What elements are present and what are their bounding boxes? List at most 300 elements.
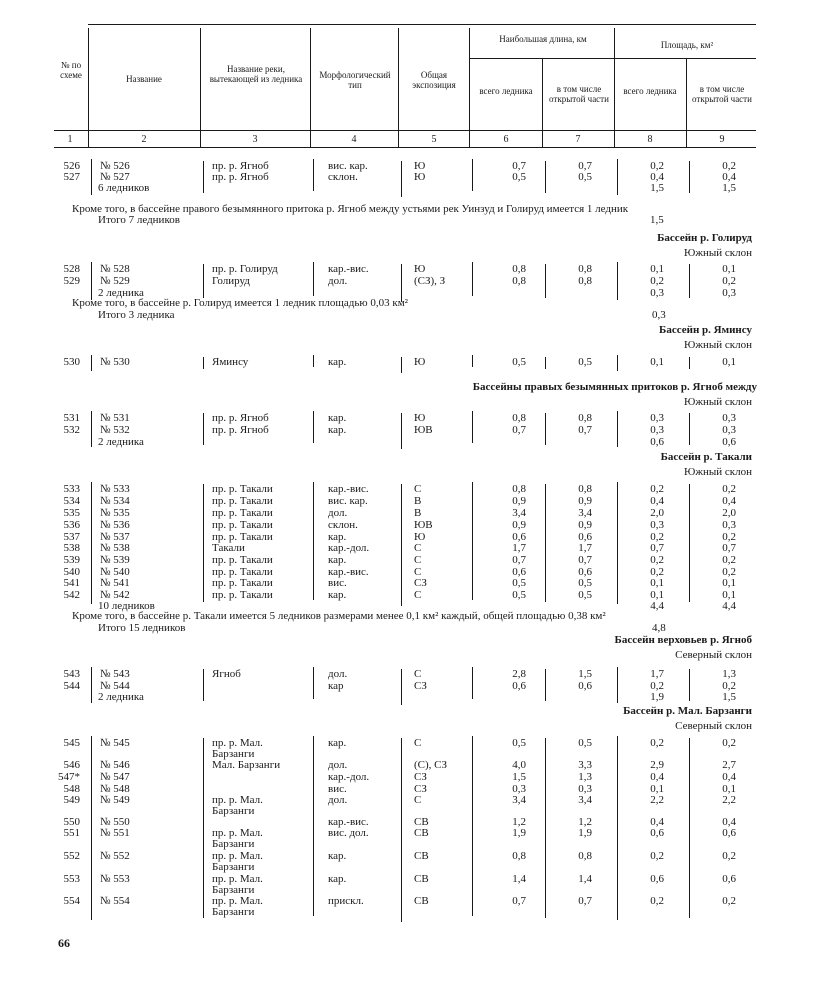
column-number: 2 (141, 134, 147, 145)
river-name: Голируд (212, 275, 250, 287)
length-total: 1,7 (512, 542, 526, 554)
row-number: 553 (63, 873, 80, 885)
area-open: 1,3 (722, 668, 736, 680)
exposition: СВ (414, 895, 429, 907)
column-tick (472, 262, 473, 296)
exposition: СЗ (414, 680, 427, 692)
column-tick (472, 667, 473, 699)
area-total: 0,2 (650, 680, 664, 692)
morph-type: вис. кар. (328, 160, 368, 172)
section-yaminsu: Бассейн р. Яминсу (659, 324, 752, 336)
morph-type: вис. кар. (328, 495, 368, 507)
column-tick (313, 355, 314, 367)
length-total: 0,3 (512, 783, 526, 795)
glacier-name: № 549 (100, 794, 130, 806)
area-total: 0,1 (650, 783, 664, 795)
length-open: 0,7 (578, 424, 592, 436)
column-tick (203, 161, 204, 193)
header-divider (469, 28, 470, 147)
glacier-name: № 543 (100, 668, 130, 680)
length-total: 3,4 (512, 794, 526, 806)
row-number: 539 (63, 554, 80, 566)
length-open: 0,6 (578, 566, 592, 578)
length-open: 0,5 (578, 737, 592, 749)
area-open: 1,5 (722, 691, 736, 703)
row-number: 548 (63, 783, 80, 795)
column-tick (545, 264, 546, 298)
river-name: пр. р. Такали (212, 519, 273, 531)
area-open: 0,6 (722, 873, 736, 885)
area-total: 0,2 (650, 275, 664, 287)
header-bottom-rule (54, 147, 756, 148)
area-open: 0,3 (722, 424, 736, 436)
exposition: С (414, 483, 422, 495)
length-open: 1,2 (578, 816, 592, 828)
length-total: 3,4 (512, 507, 526, 519)
column-number: 9 (719, 134, 725, 145)
total-yagnob: Итого 7 ледников (98, 214, 180, 226)
area-open: 4,4 (722, 600, 736, 612)
length-open: 0,5 (578, 171, 592, 183)
slope-yaminsu: Южный склон (683, 339, 752, 351)
length-total: 2,8 (512, 668, 526, 680)
column-tick (203, 413, 204, 445)
column-tick (617, 159, 618, 195)
river-name: пр. р. Такали (212, 554, 273, 566)
glacier-name: № 538 (100, 542, 130, 554)
glacier-name: № 546 (100, 759, 130, 771)
header-length-total: всего ледника (479, 86, 533, 96)
header-divider (398, 28, 399, 147)
length-total: 0,6 (512, 566, 526, 578)
exposition: ЮВ (414, 424, 433, 436)
section-upper-yagnob: Бассейн верховьев р. Ягноб (614, 634, 752, 646)
length-open: 0,8 (578, 275, 592, 287)
morph-type: кар.-вис. (328, 566, 369, 578)
length-total: 0,8 (512, 483, 526, 495)
area-total: 0,4 (650, 171, 664, 183)
area-total: 0,2 (650, 554, 664, 566)
area-open: 0,7 (722, 542, 736, 554)
area-open: 0,2 (722, 566, 736, 578)
row-number: 533 (63, 483, 80, 495)
length-open: 0,5 (578, 356, 592, 368)
header-name: Название (126, 74, 162, 84)
slope-right-tributaries: Южный склон (683, 396, 752, 408)
morph-type: вис. дол. (328, 827, 369, 839)
exposition: В (414, 495, 422, 507)
length-total: 0,8 (512, 412, 526, 424)
section-right-tributaries: Бассейны правых безымянных притоков р. Ягноб между (472, 381, 757, 393)
area-total: 2,2 (650, 794, 664, 806)
river-name: пр. р. Такали (212, 495, 273, 507)
note-golirud: Кроме того, в бассейне р. Голируд имеется 1 ледник площадью 0,03 км² (72, 297, 408, 309)
column-tick (91, 667, 92, 703)
area-open: 0,1 (722, 263, 736, 275)
header-area: Площадь, км² (660, 40, 714, 50)
slope-upper-yagnob: Северный склон (675, 649, 752, 661)
exposition: С (414, 566, 422, 578)
area-open: 0,4 (722, 171, 736, 183)
length-total: 0,7 (512, 424, 526, 436)
area-open: 0,1 (722, 577, 736, 589)
length-total: 0,5 (512, 589, 526, 601)
column-tick (617, 482, 618, 604)
exposition: Ю (414, 160, 426, 172)
morph-type: кар. (328, 412, 347, 424)
column-tick (91, 736, 92, 920)
area-total: 0,2 (650, 850, 664, 862)
exposition: С (414, 668, 422, 680)
total-takali: Итого 15 ледников (98, 622, 186, 634)
area-total: 0,1 (650, 263, 664, 275)
length-open: 0,9 (578, 495, 592, 507)
length-open: 0,6 (578, 531, 592, 543)
section-takali: Бассейн р. Такали (660, 451, 752, 463)
column-tick (401, 264, 402, 302)
column-tick (689, 669, 690, 701)
length-open: 0,8 (578, 483, 592, 495)
river-name: пр. р. Мал. Барзанги (212, 794, 263, 818)
glacier-name: № 550 (100, 816, 130, 828)
area-total: 4,4 (650, 600, 664, 612)
glacier-name: № 533 (100, 483, 130, 495)
column-tick (472, 736, 473, 916)
row-number: 530 (63, 356, 80, 368)
area-total: 0,3 (650, 287, 664, 299)
length-open: 3,4 (578, 794, 592, 806)
header-divider (542, 58, 543, 147)
morph-type: дол. (328, 668, 348, 680)
section-golirud: Бассейн р. Голируд (657, 232, 752, 244)
exposition: В (414, 507, 422, 519)
glacier-name: № 532 (100, 424, 130, 436)
area-open: 0,1 (722, 783, 736, 795)
length-open: 0,7 (578, 160, 592, 172)
morph-type: кар.-вис. (328, 816, 369, 828)
morph-type: дол. (328, 794, 348, 806)
length-open: 3,4 (578, 507, 592, 519)
length-total: 1,2 (512, 816, 526, 828)
section-mal-barzangi: Бассейн р. Мал. Барзанги (623, 705, 752, 717)
column-tick (545, 669, 546, 701)
area-total: 0,7 (650, 542, 664, 554)
morph-type: кар. (328, 737, 347, 749)
area-open: 0,2 (722, 737, 736, 749)
morph-type: дол. (328, 507, 348, 519)
header-max-length: Наибольшая длина, км (499, 34, 587, 44)
column-tick (689, 264, 690, 298)
header-group-rule (469, 58, 756, 59)
column-tick (689, 357, 690, 369)
river-name: Такали (212, 542, 245, 554)
column-tick (203, 669, 204, 701)
length-total: 0,5 (512, 356, 526, 368)
morph-type: прискл. (328, 895, 364, 907)
glacier-name: 2 ледника (98, 436, 144, 448)
slope-takali: Южный склон (683, 466, 752, 478)
length-open: 0,8 (578, 412, 592, 424)
exposition: С (414, 554, 422, 566)
length-open: 0,8 (578, 850, 592, 862)
exposition: СЗ (414, 771, 427, 783)
exposition: Ю (414, 263, 426, 275)
length-total: 0,5 (512, 577, 526, 589)
area-open: 0,2 (722, 531, 736, 543)
glacier-name: № 540 (100, 566, 130, 578)
area-total: 0,3 (650, 412, 664, 424)
area-total: 0,1 (650, 577, 664, 589)
area-total: 0,1 (650, 589, 664, 601)
row-number: 540 (63, 566, 80, 578)
glacier-name: № 554 (100, 895, 130, 907)
area-total: 2,9 (650, 759, 664, 771)
column-tick (203, 738, 204, 918)
row-number: 544 (63, 680, 80, 692)
column-tick (91, 411, 92, 447)
row-number: 550 (63, 816, 80, 828)
area-open: 2,2 (722, 794, 736, 806)
area-open: 0,2 (722, 895, 736, 907)
column-tick (689, 738, 690, 918)
river-name: пр. р. Такали (212, 483, 273, 495)
area-open: 0,2 (722, 483, 736, 495)
exposition: (СЗ), З (414, 275, 446, 287)
exposition: Ю (414, 531, 426, 543)
length-total: 0,7 (512, 895, 526, 907)
glacier-name: № 529 (100, 275, 130, 287)
length-open: 1,3 (578, 771, 592, 783)
column-tick (472, 482, 473, 600)
glacier-name: № 544 (100, 680, 130, 692)
header-morph-type: Морфологический тип (319, 70, 391, 90)
glacier-name: № 545 (100, 737, 130, 749)
morph-type: вис. (328, 577, 347, 589)
glacier-name: 2 ледника (98, 287, 144, 299)
length-open: 1,5 (578, 668, 592, 680)
column-tick (203, 357, 204, 369)
morph-type: дол. (328, 759, 348, 771)
length-total: 0,7 (512, 554, 526, 566)
column-number: 7 (575, 134, 581, 145)
column-number: 4 (351, 134, 357, 145)
area-total: 0,4 (650, 816, 664, 828)
column-tick (617, 411, 618, 447)
glacier-name: № 531 (100, 412, 130, 424)
row-number: 535 (63, 507, 80, 519)
area-open: 0,2 (722, 275, 736, 287)
area-total: 0,2 (650, 895, 664, 907)
column-tick (313, 159, 314, 191)
glacier-name: № 541 (100, 577, 130, 589)
row-number: 551 (63, 827, 80, 839)
page-number: 66 (58, 936, 70, 950)
river-name: пр. р. Такали (212, 589, 273, 601)
column-tick (689, 484, 690, 602)
column-tick (313, 411, 314, 443)
glacier-name: № 552 (100, 850, 130, 862)
exposition: Ю (414, 356, 426, 368)
column-tick (545, 413, 546, 445)
total-takali-area: 4,8 (652, 622, 666, 634)
area-open: 0,2 (722, 554, 736, 566)
area-total: 0,6 (650, 873, 664, 885)
glacier-name: № 530 (100, 356, 130, 368)
column-tick (91, 355, 92, 371)
total-golirud: Итого 3 ледника (98, 309, 175, 321)
area-total: 1,9 (650, 691, 664, 703)
area-open: 0,3 (722, 519, 736, 531)
area-total: 0,4 (650, 495, 664, 507)
row-number: 542 (63, 589, 80, 601)
row-number: 529 (63, 275, 80, 287)
total-yagnob-area: 1,5 (650, 214, 664, 226)
area-open: 2,0 (722, 507, 736, 519)
area-total: 0,3 (650, 519, 664, 531)
morph-type: кар.-дол. (328, 771, 370, 783)
morph-type: кар.-дол. (328, 542, 370, 554)
row-number: 538 (63, 542, 80, 554)
area-total: 1,7 (650, 668, 664, 680)
row-number: 549 (63, 794, 80, 806)
length-open: 0,7 (578, 895, 592, 907)
exposition: (С), СЗ (414, 759, 448, 771)
river-name: пр. р. Такали (212, 577, 273, 589)
length-total: 0,8 (512, 275, 526, 287)
area-open: 0,2 (722, 850, 736, 862)
length-open: 0,8 (578, 263, 592, 275)
column-tick (401, 484, 402, 606)
morph-type: кар. (328, 356, 347, 368)
area-total: 0,2 (650, 531, 664, 543)
column-tick (472, 411, 473, 443)
glacier-name: № 527 (100, 171, 130, 183)
river-name: пр. р. Мал. Барзанги (212, 850, 263, 874)
exposition: С (414, 794, 422, 806)
length-open: 0,9 (578, 519, 592, 531)
header-divider (686, 58, 687, 147)
area-total: 0,3 (650, 424, 664, 436)
header-mid-rule (54, 130, 756, 131)
length-total: 0,6 (512, 531, 526, 543)
morph-type: кар.-вис. (328, 263, 369, 275)
river-name: пр. р. Ягноб (212, 424, 269, 436)
header-area-open: в том числе открытой части (692, 84, 752, 104)
row-number: 528 (63, 263, 80, 275)
river-name: пр. р. Голируд (212, 263, 278, 275)
morph-type: кар (328, 680, 344, 692)
area-total: 2,0 (650, 507, 664, 519)
column-tick (545, 484, 546, 602)
column-tick (91, 262, 92, 300)
area-total: 0,4 (650, 771, 664, 783)
length-open: 0,5 (578, 577, 592, 589)
glacier-name: № 528 (100, 263, 130, 275)
glacier-name: № 539 (100, 554, 130, 566)
area-open: 0,6 (722, 827, 736, 839)
river-name: пр. р. Мал. Барзанги (212, 737, 263, 761)
glacier-name: 2 ледника (98, 691, 144, 703)
morph-type: кар. (328, 850, 347, 862)
river-name: пр. р. Мал. Барзанги (212, 827, 263, 851)
morph-type: склон. (328, 171, 358, 183)
length-total: 0,8 (512, 850, 526, 862)
row-number: 534 (63, 495, 80, 507)
column-tick (401, 161, 402, 197)
row-number: 546 (63, 759, 80, 771)
morph-type: кар. (328, 554, 347, 566)
glacier-name: № 526 (100, 160, 130, 172)
area-open: 0,4 (722, 771, 736, 783)
column-tick (401, 669, 402, 705)
column-tick (401, 357, 402, 373)
exposition: СЗ (414, 577, 427, 589)
river-name: пр. р. Такали (212, 566, 273, 578)
header-divider (310, 28, 311, 147)
row-number: 537 (63, 531, 80, 543)
column-number: 1 (67, 134, 73, 145)
area-total: 0,2 (650, 483, 664, 495)
header-scheme-number: № по схеме (60, 60, 82, 80)
glacier-name: 6 ледников (98, 182, 150, 194)
header-divider (88, 28, 89, 147)
glacier-name: № 534 (100, 495, 130, 507)
column-tick (91, 159, 92, 195)
morph-type: кар. (328, 531, 347, 543)
river-name: пр. р. Такали (212, 507, 273, 519)
column-tick (401, 738, 402, 922)
area-open: 0,3 (722, 287, 736, 299)
row-number: 527 (63, 171, 80, 183)
glacier-name: № 537 (100, 531, 130, 543)
header-divider (614, 28, 615, 147)
exposition: Ю (414, 412, 426, 424)
morph-type: кар. (328, 424, 347, 436)
river-name: пр. р. Мал. Барзанги (212, 873, 263, 897)
area-open: 0,3 (722, 412, 736, 424)
area-total: 0,2 (650, 737, 664, 749)
column-tick (203, 484, 204, 602)
area-total: 0,1 (650, 356, 664, 368)
row-number: 526 (63, 160, 80, 172)
river-name: пр. р. Мал. Барзанги (212, 895, 263, 919)
row-number: 545 (63, 737, 80, 749)
column-tick (617, 667, 618, 703)
river-name: пр. р. Ягноб (212, 412, 269, 424)
length-total: 4,0 (512, 759, 526, 771)
area-total: 1,5 (650, 182, 664, 194)
row-number: 554 (63, 895, 80, 907)
area-open: 1,5 (722, 182, 736, 194)
morph-type: склон. (328, 519, 358, 531)
row-number: 536 (63, 519, 80, 531)
column-tick (472, 159, 473, 191)
morph-type: дол. (328, 275, 348, 287)
column-tick (545, 357, 546, 369)
area-open: 0,1 (722, 356, 736, 368)
length-open: 0,6 (578, 680, 592, 692)
length-total: 0,5 (512, 171, 526, 183)
area-total: 0,2 (650, 566, 664, 578)
area-open: 0,1 (722, 589, 736, 601)
length-open: 0,7 (578, 554, 592, 566)
row-number: 532 (63, 424, 80, 436)
column-tick (689, 413, 690, 445)
exposition: С (414, 737, 422, 749)
length-total: 0,7 (512, 160, 526, 172)
column-tick (313, 482, 314, 600)
column-tick (617, 736, 618, 920)
